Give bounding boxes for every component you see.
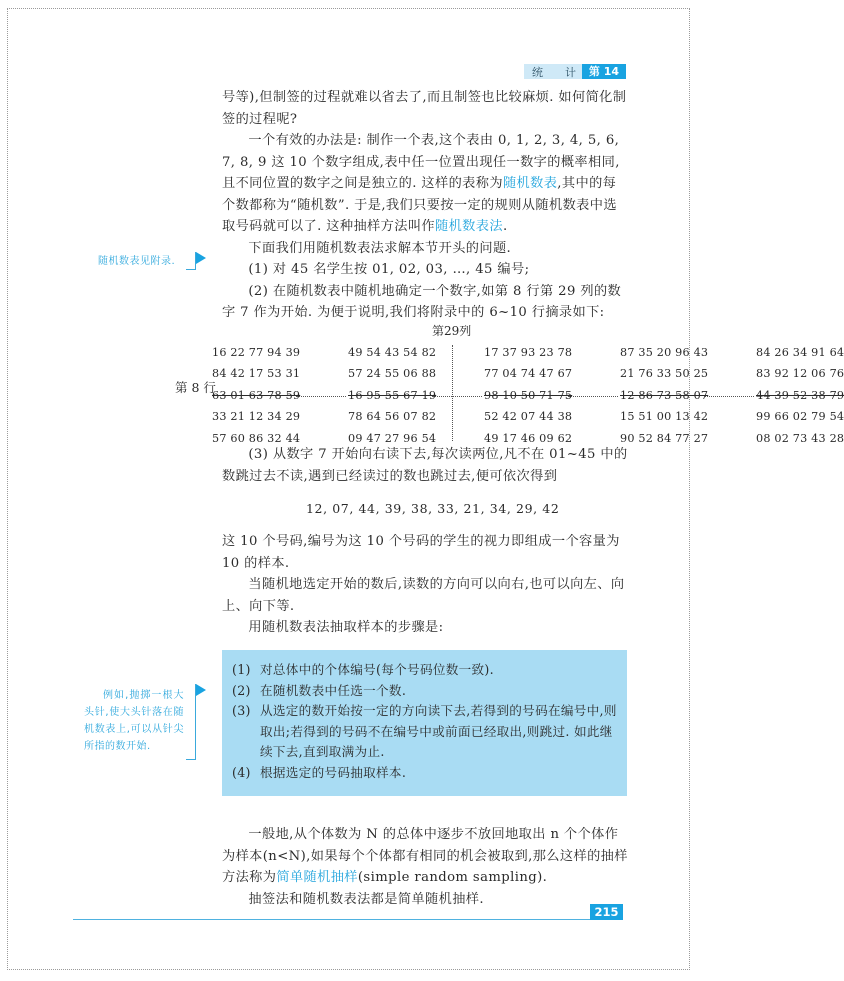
table-cell: 49 17 46 09 62 bbox=[484, 431, 573, 445]
steps-box bbox=[222, 650, 627, 796]
keyword-random-number-table: 随机数表 bbox=[502, 176, 558, 191]
step-1: (1) 对 45 名学生按 01, 02, 03, …, 45 编号; bbox=[248, 262, 530, 277]
table-cell: 09 47 27 96 54 bbox=[348, 431, 437, 445]
text-run: 一般地,从个体数为 N 的总体中逐步不放回地取出 n 个个体作为样本(n<N),如果每个个体都有相同的机会被取到,那么这样的抽样方法称为 bbox=[222, 827, 628, 885]
steps-item bbox=[232, 701, 627, 763]
table-cell: 12 86 73 58 07 bbox=[620, 388, 709, 402]
flag-icon bbox=[196, 252, 206, 264]
step-text: 对总体中的个体编号(每个号码位数一致). bbox=[260, 662, 494, 677]
table-cell: 99 66 02 79 54 bbox=[756, 410, 844, 424]
dotted-connector bbox=[568, 396, 618, 397]
body-text-step3 bbox=[222, 444, 628, 487]
steps-item bbox=[232, 681, 627, 702]
table-cell: 52 42 07 44 38 bbox=[484, 410, 573, 424]
result-sequence: 12, 07, 44, 39, 38, 33, 21, 34, 29, 42 bbox=[306, 501, 560, 516]
table-cell: 57 60 86 32 44 bbox=[212, 431, 301, 445]
table-row bbox=[212, 363, 844, 384]
step-3: (3) 从数字 7 开始向右读下去,每次读两位,凡不在 01~45 中的数跳过去不读,遇到已经读过的数也跳过去,便可依次得到 bbox=[222, 447, 628, 484]
flag-foot bbox=[186, 269, 196, 270]
step-text: 从选定的数开始按一定的方向读下去,若得到的号码在编号中,则取出;若得到的号码不在编号中或前面已经取出,则跳过. 如此继续下去,直到取满为止. bbox=[260, 703, 617, 760]
row-8-label: 第 8 行 bbox=[175, 380, 216, 395]
table-cell: 87 35 20 96 43 bbox=[620, 346, 709, 359]
flag-pole bbox=[195, 252, 196, 270]
steps-item bbox=[232, 660, 627, 681]
table-cell: 90 52 84 77 27 bbox=[620, 431, 709, 445]
page-number: 215 bbox=[590, 904, 623, 920]
flag-icon bbox=[196, 684, 206, 696]
paragraph: 号等),但制签的过程就难以省去了,而且制签也比较麻烦. 如何简化制签的过程呢? bbox=[222, 90, 627, 127]
flag-pole bbox=[195, 684, 196, 760]
text-run: (simple random sampling). bbox=[357, 870, 548, 885]
step-number: (2) bbox=[232, 682, 251, 698]
random-number-table bbox=[212, 342, 844, 449]
table-cell: 44 39 52 38 79 bbox=[756, 388, 844, 402]
paragraph: 这 10 个号码,编号为这 10 个号码的学生的视力即组成一个容量为 10 的样本. bbox=[222, 534, 620, 571]
dotted-connector bbox=[296, 396, 346, 397]
dotted-connector bbox=[704, 396, 754, 397]
step-number: (4) bbox=[232, 764, 251, 780]
margin-note-pin-example: 例如,抛掷一根大头针,使大头针落在随机数表上,可以从针尖所指的数开始. bbox=[84, 690, 184, 752]
step-2: (2) 在随机数表中随机地确定一个数字,如第 8 行第 29 列的数字 7 作为开始. 为便于说明,我们将附录中的 6~10 行摘录如下: bbox=[222, 283, 622, 320]
step-text: 根据选定的号码抽取样本. bbox=[260, 764, 407, 780]
paragraph bbox=[222, 130, 628, 238]
step-text: 在随机数表中任选一个数. bbox=[260, 682, 407, 698]
margin-note-appendix: 随机数表见附录. bbox=[98, 256, 176, 267]
running-header bbox=[524, 64, 626, 93]
table-cell: 17 37 93 23 78 bbox=[484, 346, 573, 359]
table-row bbox=[212, 406, 844, 427]
body-text-middle bbox=[222, 531, 628, 639]
table-cell: 84 26 34 91 64 bbox=[756, 346, 844, 359]
body-text-bottom bbox=[222, 824, 628, 910]
section-char: 统 bbox=[532, 65, 543, 79]
table-cell: 83 92 12 06 76 bbox=[756, 367, 844, 381]
flag-foot bbox=[186, 759, 196, 760]
column-29-label: 第29列 bbox=[432, 324, 472, 338]
table-cell: 84 42 17 53 31 bbox=[212, 367, 301, 381]
keyword-random-number-table-method: 随机数表法 bbox=[435, 219, 503, 234]
paragraph: 用随机数表法抽取样本的步骤是: bbox=[248, 620, 444, 635]
section-label bbox=[524, 64, 582, 79]
text-run: ,其中的每个数都称为“随机数”. 于是,我们只要按一定的规则从随机数表中选取号码就可以了. 这种抽样方法叫作 bbox=[222, 176, 617, 234]
paragraph: 下面我们用随机数表法求解本节开头的问题. bbox=[248, 240, 512, 256]
section-char: 计 bbox=[565, 65, 576, 79]
step-number: (1) bbox=[232, 662, 251, 677]
dotted-connector bbox=[432, 396, 482, 397]
footer-rule bbox=[73, 919, 622, 920]
table-cell: 49 54 43 54 82 bbox=[348, 346, 437, 359]
table-cell: 63 01 63 78 59 bbox=[212, 388, 301, 402]
keyword-simple-random-sampling: 简单随机抽样 bbox=[276, 870, 358, 885]
table-cell: 57 24 55 06 88 bbox=[348, 367, 437, 381]
table-cell: 21 76 33 50 25 bbox=[620, 367, 709, 381]
table-cell: 98 10 50 71 75 bbox=[484, 388, 573, 402]
table-cell: 78 64 56 07 82 bbox=[348, 410, 437, 424]
steps-item bbox=[232, 763, 627, 784]
paragraph bbox=[222, 824, 628, 889]
table-cell: 08 02 73 43 28 bbox=[756, 431, 844, 445]
step-number: (3) bbox=[232, 703, 251, 719]
text-run: 一个有效的办法是: 制作一个表,这个表由 0, 1, 2, 3, 4, 5, 6, 7, 8, 9 这 10 个数字组成,表中任一位置出现任一数字的概率相同,且不同位置的数字之间是独立的. 这样的表称为 bbox=[222, 133, 620, 191]
paragraph: 抽签法和随机数表法都是简单随机抽样. bbox=[248, 891, 484, 907]
table-cell: 33 21 12 34 29 bbox=[212, 410, 301, 424]
chapter-label: 第 14 章 bbox=[582, 64, 626, 79]
table-cell: 16 95 55 67 19 bbox=[348, 388, 437, 402]
table-cell: 15 51 00 13 42 bbox=[620, 410, 709, 424]
table-cell: 77 04 74 47 67 bbox=[484, 367, 573, 381]
table-cell: 16 22 77 94 39 bbox=[212, 346, 301, 359]
paragraph: 当随机地选定开始的数后,读数的方向可以向右,也可以向左、向上、向下等. bbox=[222, 577, 625, 614]
table-row-8 bbox=[212, 385, 844, 406]
table-row bbox=[212, 342, 844, 363]
text-run: . bbox=[502, 219, 508, 234]
body-text-top bbox=[222, 87, 628, 324]
